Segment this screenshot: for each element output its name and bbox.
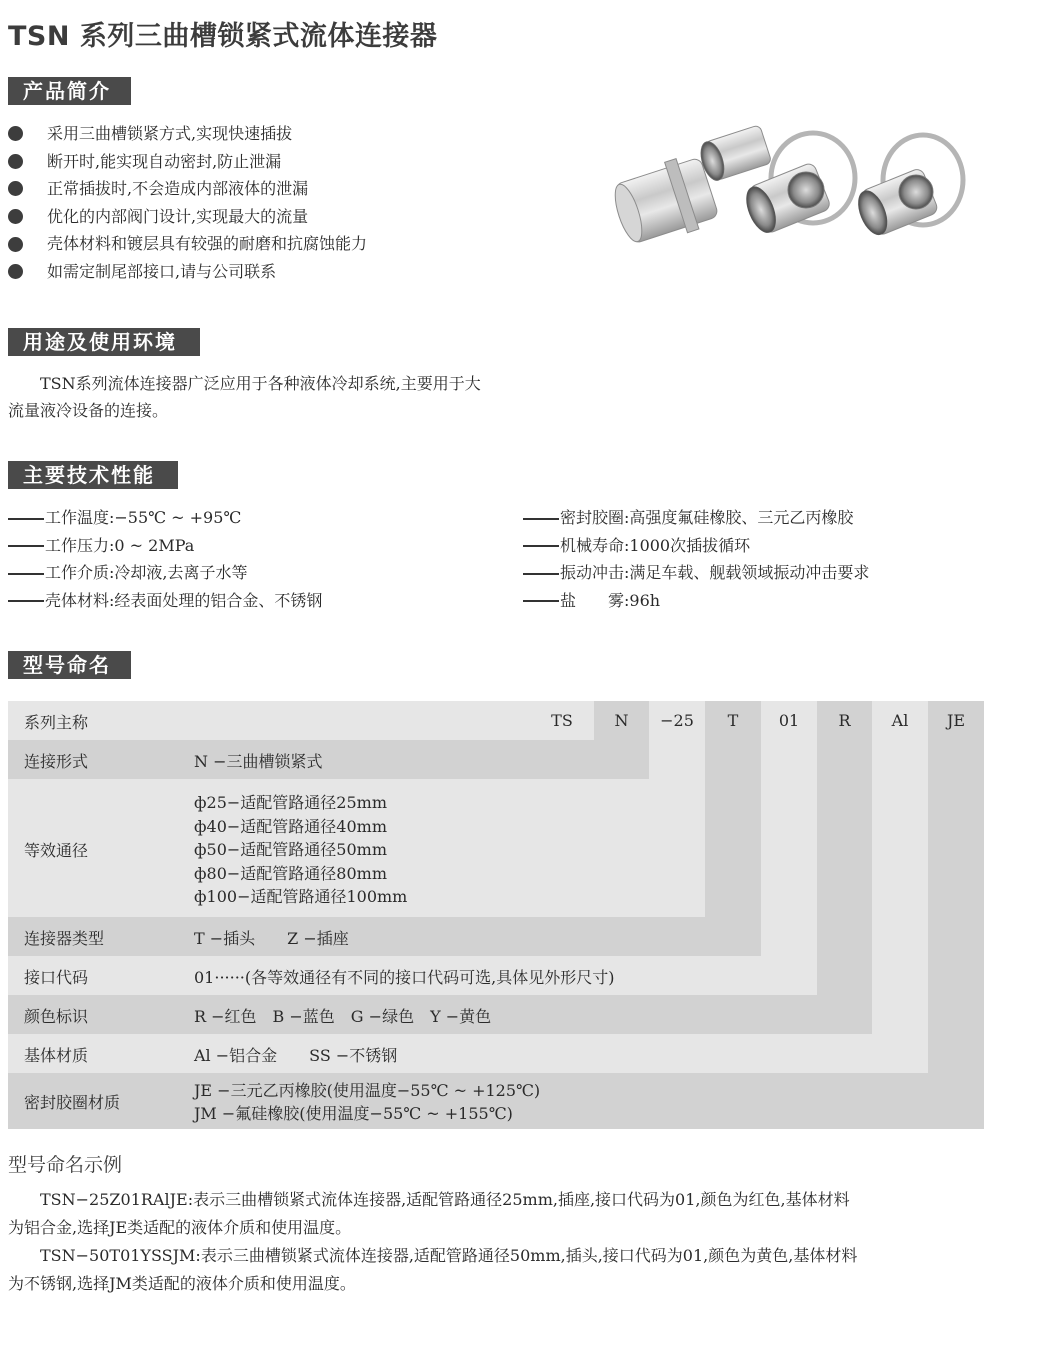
row-value: ф100−适配管路通径100mm (194, 887, 408, 906)
feature-item (8, 203, 367, 231)
bullet-icon (8, 154, 23, 169)
dash-icon (8, 545, 44, 547)
spec-item (8, 587, 322, 615)
dash-icon (8, 600, 44, 602)
feature-text: 断开时,能实现自动密封,防止泄漏 (47, 151, 282, 171)
code-color: R (838, 711, 851, 730)
dash-icon (523, 573, 559, 575)
feature-item (8, 230, 367, 258)
examples-heading: 型号命名示例 (8, 1154, 123, 1176)
row-value: ф25−适配管路通径25mm (194, 793, 387, 812)
spec-item (523, 504, 869, 532)
code-seal: JE (946, 711, 966, 730)
example-2-line-2: 为不锈钢,选择JM类适配的液体介质和使用温度。 (8, 1274, 356, 1293)
spec-text: 工作温度:−55℃ ~ +95℃ (45, 508, 242, 527)
example-2-line-1: TSN−50T01YSSJM:表示三曲槽锁紧式流体连接器,适配管路通径50mm,插头,接口代码为01,颜色为黄色,基体材料 (40, 1246, 858, 1265)
feature-item (8, 258, 367, 286)
section-heading-specs: 主要技术性能 (8, 461, 178, 489)
row-label: 颜色标识 (24, 1007, 89, 1026)
row-value: R −红色 B −蓝色 G −绿色 Y −黄色 (194, 1007, 492, 1026)
spec-text: 盐 雾:96h (560, 590, 661, 610)
spec-item (523, 532, 869, 560)
row-label: 接口代码 (24, 968, 89, 987)
spec-item (523, 587, 869, 615)
usage-paragraph-line-1: TSN系列流体连接器广泛应用于各种液体冷却系统,主要用于大 (40, 374, 481, 393)
dash-icon (8, 518, 44, 520)
feature-text: 采用三曲槽锁紧方式,实现快速插拔 (47, 124, 293, 143)
bullet-icon (8, 264, 23, 279)
spec-text: 工作压力:0 ~ 2MPa (45, 535, 195, 555)
spec-item (523, 559, 869, 587)
feature-text: 壳体材料和镀层具有较强的耐磨和抗腐蚀能力 (47, 234, 368, 254)
feature-item (8, 175, 367, 203)
bullet-icon (8, 237, 23, 252)
dash-icon (523, 600, 559, 602)
code-connection: N (614, 711, 629, 730)
spec-list-left (8, 504, 322, 614)
row-value: ф50−适配管路通径50mm (194, 840, 387, 859)
code-material: Al (891, 711, 909, 730)
dash-icon (523, 545, 559, 547)
dash-icon (8, 573, 44, 575)
feature-text: 如需定制尾部接口,请与公司联系 (47, 261, 277, 281)
code-size: −25 (660, 711, 694, 730)
column-strip-seal (928, 701, 984, 1129)
row-label: 基体材质 (24, 1046, 89, 1065)
row-value: JE −三元乙丙橡胶(使用温度−55℃ ~ +125℃) (194, 1081, 541, 1100)
row-value: T −插头 Z −插座 (194, 929, 349, 948)
spec-item (8, 504, 322, 532)
spec-text: 工作介质:冷却液,去离子水等 (45, 563, 248, 583)
example-1-line-1: TSN−25Z01RAlJE:表示三曲槽锁紧式流体连接器,适配管路通径25mm,插座,接口代码为01,颜色为红色,基体材料 (40, 1190, 850, 1209)
section-heading-model: 型号命名 (8, 651, 131, 679)
row-value: Al −铝合金 SS −不锈钢 (194, 1046, 398, 1065)
dash-icon (523, 518, 559, 520)
spec-text: 密封胶圈:高强度氟硅橡胶、三元乙丙橡胶 (560, 508, 854, 527)
table-row-material (8, 1034, 928, 1073)
row-value: 01······(各等效通径有不同的接口代码可选,具体见外形尺寸) (194, 968, 615, 987)
row-value: ф40−适配管路通径40mm (194, 816, 387, 836)
feature-text: 优化的内部阀门设计,实现最大的流量 (47, 206, 309, 226)
usage-paragraph-line-2: 流量液冷设备的连接。 (8, 401, 169, 420)
example-1-line-2: 为铝合金,选择JE类适配的液体介质和使用温度。 (8, 1218, 352, 1237)
spec-item (8, 559, 322, 587)
bullet-icon (8, 209, 23, 224)
row-value: ф80−适配管路通径80mm (194, 863, 387, 883)
spec-text: 振动冲击:满足车载、舰载领域振动冲击要求 (560, 563, 870, 583)
row-value: N −三曲槽锁紧式 (194, 752, 323, 771)
column-strip-material (872, 701, 928, 1073)
code-series: TS (551, 711, 573, 730)
feature-text: 正常插拔时,不会造成内部液体的泄漏 (47, 179, 309, 199)
row-label: 连接器类型 (24, 929, 105, 948)
row-label: 密封胶圈材质 (24, 1093, 121, 1112)
bullet-icon (8, 126, 23, 141)
spec-text: 机械寿命:1000次插拔循环 (560, 535, 751, 555)
code-interface: 01 (778, 711, 800, 730)
spec-item (8, 532, 322, 560)
column-strip-interface (761, 701, 817, 995)
code-type: T (727, 711, 739, 730)
product-image (598, 118, 980, 268)
row-label: 系列主称 (24, 713, 89, 732)
feature-item (8, 120, 367, 148)
table-row-connection (8, 740, 649, 779)
bullet-icon (8, 181, 23, 196)
table-row-type (8, 917, 761, 956)
row-label: 等效通径 (24, 841, 89, 860)
spec-list-right (523, 504, 869, 614)
row-label: 连接形式 (24, 752, 89, 771)
table-row-series (8, 701, 594, 740)
page-title: TSN 系列三曲槽锁紧式流体连接器 (8, 21, 438, 52)
section-heading-usage: 用途及使用环境 (8, 328, 200, 356)
feature-list (8, 120, 367, 286)
spec-text: 壳体材料:经表面处理的铝合金、不锈钢 (45, 590, 323, 610)
row-value: JM −氟硅橡胶(使用温度−55℃ ~ +155℃) (194, 1104, 513, 1123)
column-strip-color (817, 701, 872, 1034)
section-heading-intro: 产品简介 (8, 77, 131, 105)
feature-item (8, 148, 367, 176)
